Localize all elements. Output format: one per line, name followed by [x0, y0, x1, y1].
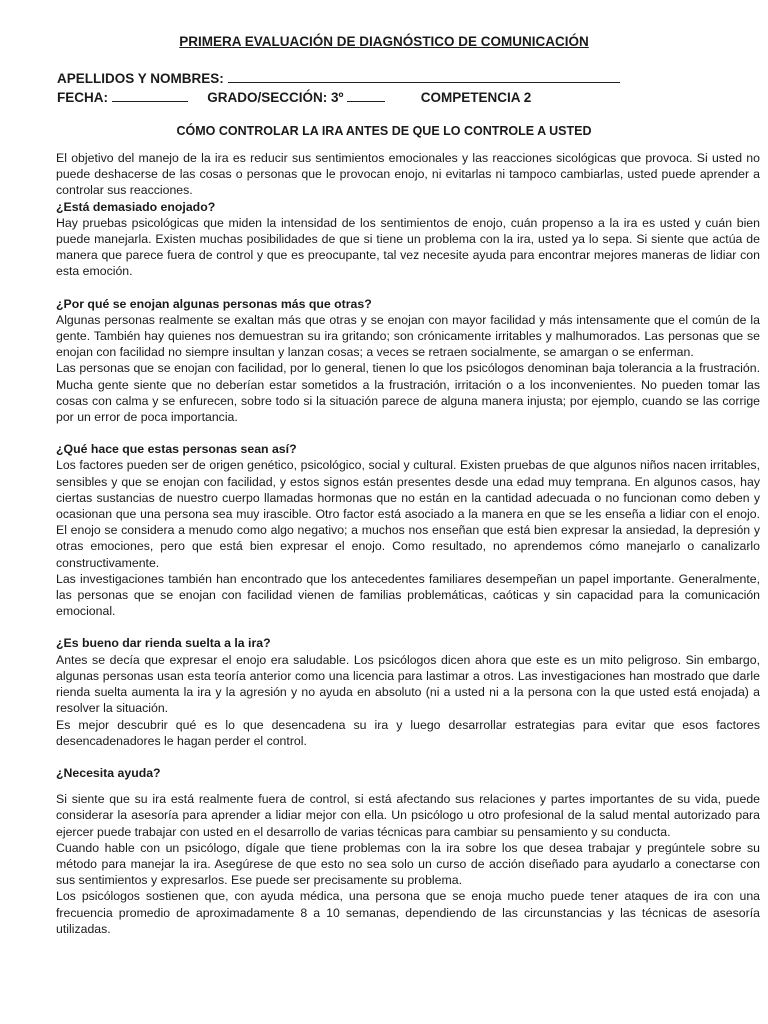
section-question: ¿Está demasiado enojado? — [56, 199, 216, 214]
section-venting — [56, 635, 760, 748]
section-question: ¿Por qué se enojan algunas personas más que otras? — [56, 296, 372, 311]
date-grade-row — [57, 89, 531, 105]
section-why-some-angrier — [56, 296, 760, 426]
section-question: ¿Qué hace que estas personas sean así? — [56, 442, 297, 457]
section-what-makes-them — [56, 441, 760, 619]
section-paragraph: Hay pruebas psicológicas que miden la intensidad de los sentimientos de enojo, cuán propenso a la ira es usted y cuán bien puede manejarla. Existen muchas posibilidades de que si tiene un problema con la ira, usted ya lo sepa. Si siente que actúa de manera que parece fuera de control y que es preocupante, tal vez necesite ayuda para encontrar mejores maneras de lidiar con esta emoción. — [56, 215, 760, 279]
section-paragraph: Los psicólogos sostienen que, con ayuda médica, una persona que se enoja mucho puede tener ataques de ira con una frecuencia promedio de aproximadamente 8 a 10 semanas, dependiendo de las circunstancias y las técnicas de asesoría utilizadas. — [56, 889, 760, 936]
grade-label: GRADO/SECCIÓN: 3º — [207, 90, 344, 105]
competence-label: COMPETENCIA 2 — [420, 90, 532, 105]
section-question: ¿Necesita ayuda? — [56, 765, 161, 780]
section-paragraph: Cuando hable con un psicólogo, dígale que tiene problemas con la ira sobre los que desea trabajar y pregúntele sobre su método para manejar la ira. Asegúrese de que esto no sea solo un curso de acción diseñado para ayudarlo a conectarse con sus sentimientos y expresarlos. Ese puede ser precisamente su problema. — [56, 840, 760, 888]
section-paragraph: Las investigaciones también han encontrado que los antecedentes familiares desempeñan un papel importante. Generalmente, las personas que se enojan con facilidad vienen de familias problemáticas, caóticas y sin capacidad para la comunicación emocional. — [56, 571, 760, 619]
section-paragraph: Algunas personas realmente se exaltan más que otras y se enojan con mayor facilidad y más intensamente que el común de la gente. También hay quienes nos demuestran su ira gritando; son crónicamente irritables y malhumorados. Las personas que se enojan con facilidad no siempre insultan y lanzan cosas; a veces se retraen socialmente, se amargan o se enferman. — [56, 312, 760, 360]
names-field — [57, 70, 620, 86]
names-blank[interactable] — [228, 70, 620, 83]
section-too-angry — [56, 199, 760, 280]
page-title: PRIMERA EVALUACIÓN DE DIAGNÓSTICO DE COMUNICACIÓN — [179, 34, 589, 49]
document-body — [56, 150, 760, 937]
document-subtitle: CÓMO CONTROLAR LA IRA ANTES DE QUE LO CONTROLE A USTED — [176, 124, 592, 138]
section-need-help — [56, 765, 760, 937]
section-paragraph: Es mejor descubrir qué es lo que desencadena su ira y luego desarrollar estrategias para evitar que esos factores desencadenadores le hagan perder el control. — [56, 717, 760, 748]
date-blank[interactable] — [112, 89, 188, 102]
section-paragraph: Si siente que su ira está realmente fuera de control, si está afectando sus relaciones y partes importantes de su vida, puede considerar la asesoría para aprender a lidiar mejor con ella. Un psicólogo u otro profesional de la salud mental autorizado para ejercer puede trabajar con usted en el desarrollo de varias técnicas para cambiar su pensamiento y su conducta. — [56, 792, 760, 839]
names-label: APELLIDOS Y NOMBRES: — [57, 71, 224, 86]
section-paragraph: Las personas que se enojan con facilidad, por lo general, tienen lo que los psicólogos denominan baja tolerancia a la frustración. Mucha gente siente que no deberían estar sometidos a la frustración, irritación o a los inconvenientes. No pueden tomar las cosas con calma y se enfurecen, sobre todo si la situación parece de alguna manera injusta; por ejemplo, cuando se las corrige por un error de poca importancia. — [56, 361, 760, 425]
intro-paragraph: El objetivo del manejo de la ira es reducir sus sentimientos emocionales y las reacciones sicológicas que provoca. Si usted no puede deshacerse de las cosas o personas que le provocan enojo, ni evitarlas ni tampoco cambiarlas, usted puede aprender a controlar sus reacciones. — [56, 151, 760, 198]
date-label: FECHA: — [57, 90, 108, 105]
section-question: ¿Es bueno dar rienda suelta a la ira? — [56, 636, 271, 651]
section-paragraph: Antes se decía que expresar el enojo era saludable. Los psicólogos dicen ahora que este es un mito peligroso. Sin embargo, algunas personas usan esta teoría anterior como una licencia para lastimar a otros. Las investigaciones han mostrado que darle rienda suelta aumenta la ira y la agresión y no ayuda en absoluto (ni a usted ni a la persona con la que usted está enojada) a resolver la situación. — [56, 652, 760, 716]
section-paragraph: Los factores pueden ser de origen genético, psicológico, social y cultural. Existen pruebas de que algunos niños nacen irritables, sensibles y que se enojan con facilidad, y estos signos están presentes desde una edad muy temprana. En algunos casos, hay ciertas sustancias de nuestro cuerpo llamadas hormonas que no están en la cantidad adecuada o no funcionan como deben y ocasionan que una persona sea muy irascible. Otro factor está asociado a la manera en que se les enseña a lidiar con el enojo. El enojo se considera a menudo como algo negativo; a muchos nos enseñan que está bien expresar la ansiedad, la depresión y otras emociones, pero que está bien expresar el enojo. Como resultado, no aprendemos cómo manejarlo o canalizarlo constructivamente. — [56, 458, 760, 570]
grade-blank[interactable] — [347, 89, 385, 102]
